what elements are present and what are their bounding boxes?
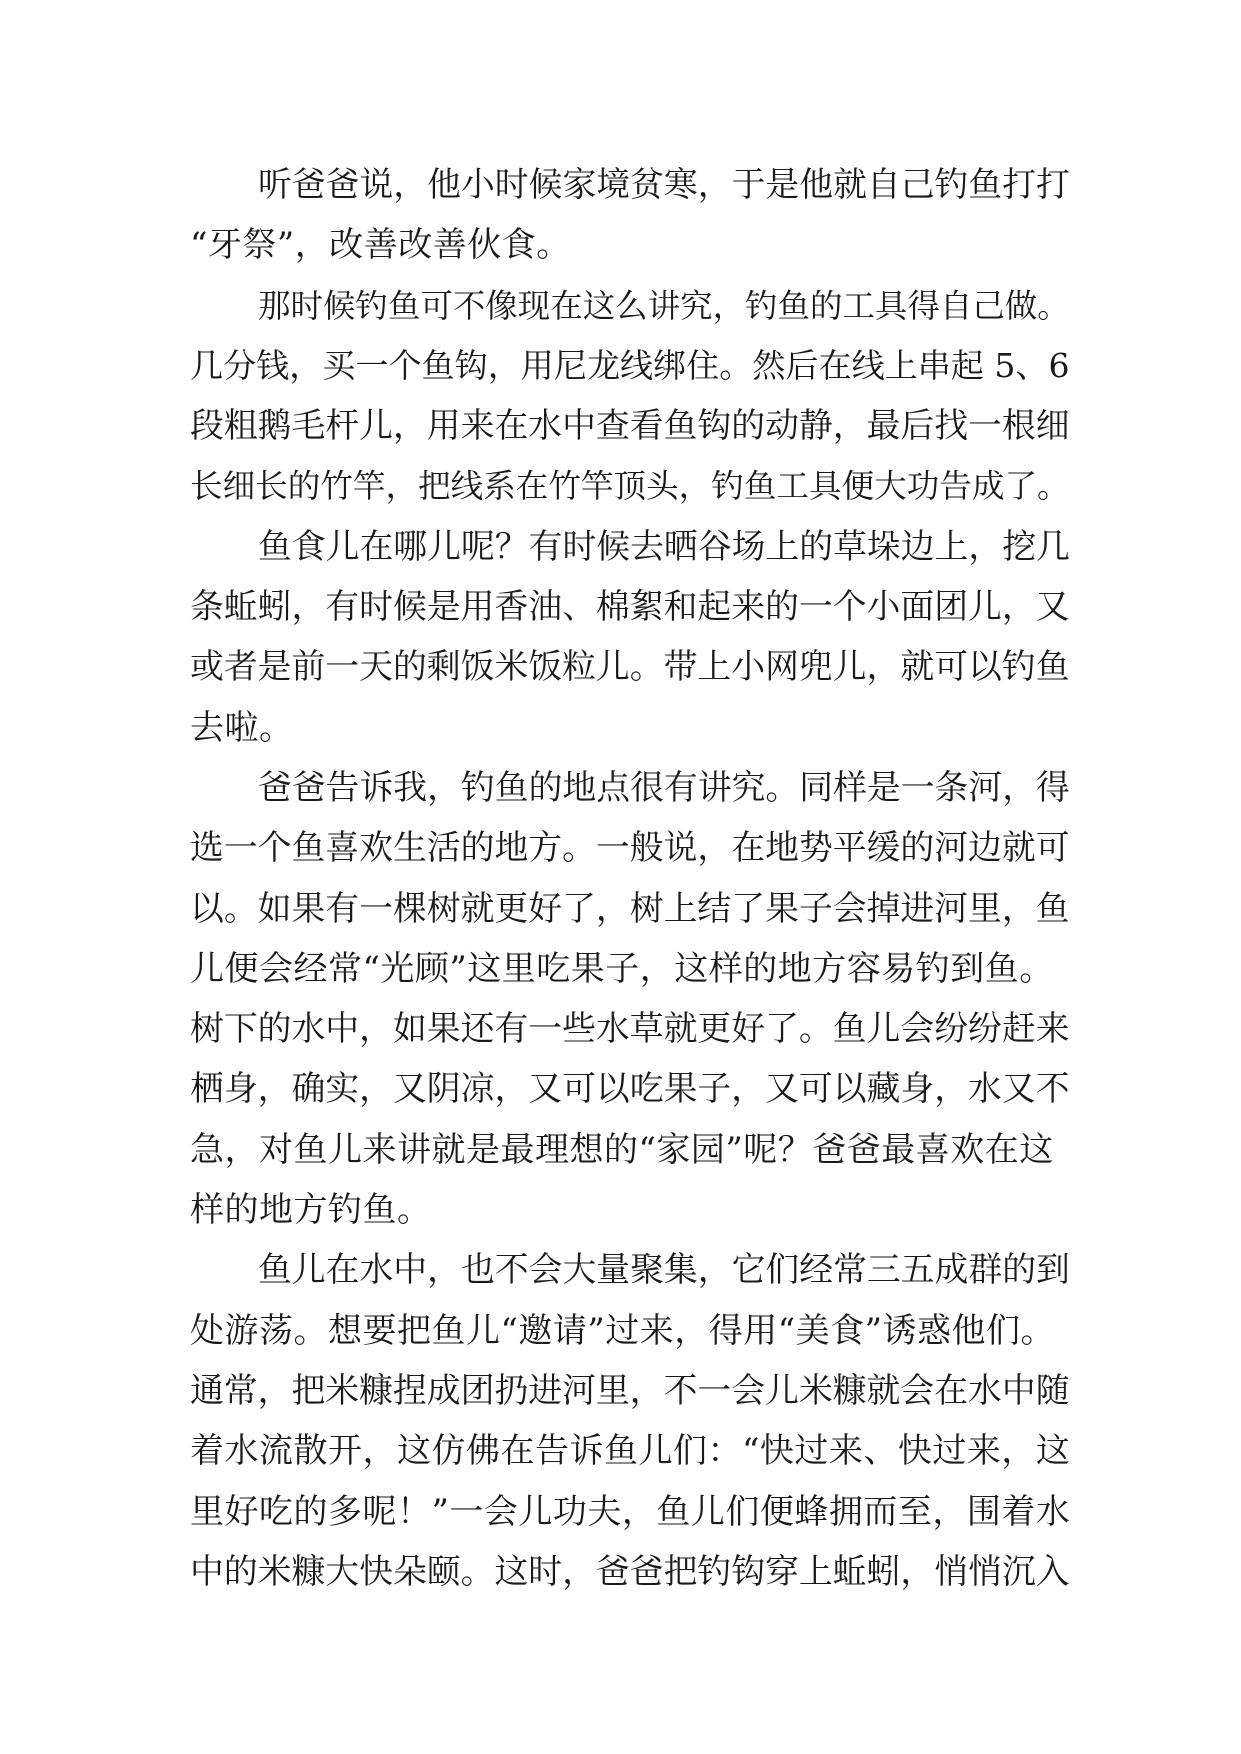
text-line: 段粗鹅毛杆儿，用来在水中查看鱼钩的动静，最后找一根细 [190, 406, 1070, 446]
body-text [190, 155, 1070, 1602]
text-line: 处游荡。想要把鱼儿“邀请”过来，得用“美食”诱惑他们。 [190, 1310, 1056, 1351]
text-line: 通常，把米糠捏成团扔进河里，不一会儿米糠就会在水中随 [190, 1370, 1070, 1410]
text-line: “牙祭”，改善改善伙食。 [190, 225, 571, 266]
text-line: 栖身，确实，又阴凉，又可以吃果子，又可以藏身，水又不 [190, 1069, 1070, 1109]
text-line: 爸爸告诉我，钓鱼的地点很有讲究。同样是一条河，得 [258, 767, 1070, 807]
text-line: 那时候钓鱼可不像现在这么讲究，钓鱼的工具得自己做。 [258, 286, 1070, 325]
text-line: 听爸爸说，他小时候家境贫寒，于是他就自己钓鱼打打 [258, 165, 1070, 204]
text-line: 中的米糠大快朵颐。这时，爸爸把钓钩穿上蚯蚓，悄悄沉入 [190, 1551, 1070, 1591]
text-line: 里好吃的多呢！”一会儿功夫，鱼儿们便蜂拥而至，围着水 [190, 1491, 1071, 1532]
text-line: 急，对鱼儿来讲就是最理想的“家园”呢？爸爸最喜欢在这 [190, 1129, 1054, 1170]
text-line: 或者是前一天的剩饭米饭粒儿。带上小网兜儿，就可以钓鱼 [190, 647, 1070, 687]
text-line: 几分钱，买一个鱼钩，用尼龙线绑住。然后在线上串起 5、6 [190, 345, 1070, 385]
text-line: 去啦。 [190, 707, 294, 748]
text-line: 树下的水中，如果还有一些水草就更好了。鱼儿会纷纷赶来 [190, 1009, 1070, 1049]
text-line: 以。如果有一棵树就更好了，树上结了果子会掉进河里，鱼 [190, 888, 1070, 928]
text-line: 着水流散开，这仿佛在告诉鱼儿们：“快过来、快过来，这 [190, 1431, 1071, 1472]
text-line: 鱼食儿在哪儿呢？有时候去晒谷场上的草垛边上，挖几 [258, 526, 1070, 566]
text-line: 鱼儿在水中，也不会大量聚集，它们经常三五成群的到 [258, 1250, 1070, 1290]
text-line: 儿便会经常“光顾”这里吃果子，这样的地方容易钓到鱼。 [190, 948, 1054, 989]
text-line: 样的地方钓鱼。 [190, 1190, 432, 1231]
text-line: 条蚯蚓，有时候是用香油、棉絮和起来的一个小面团儿，又 [190, 587, 1070, 627]
text-line: 长细长的竹竿，把线系在竹竿顶头，钓鱼工具便大功告成了。 [190, 467, 1070, 506]
text-line: 选一个鱼喜欢生活的地方。一般说，在地势平缓的河边就可 [190, 828, 1070, 868]
